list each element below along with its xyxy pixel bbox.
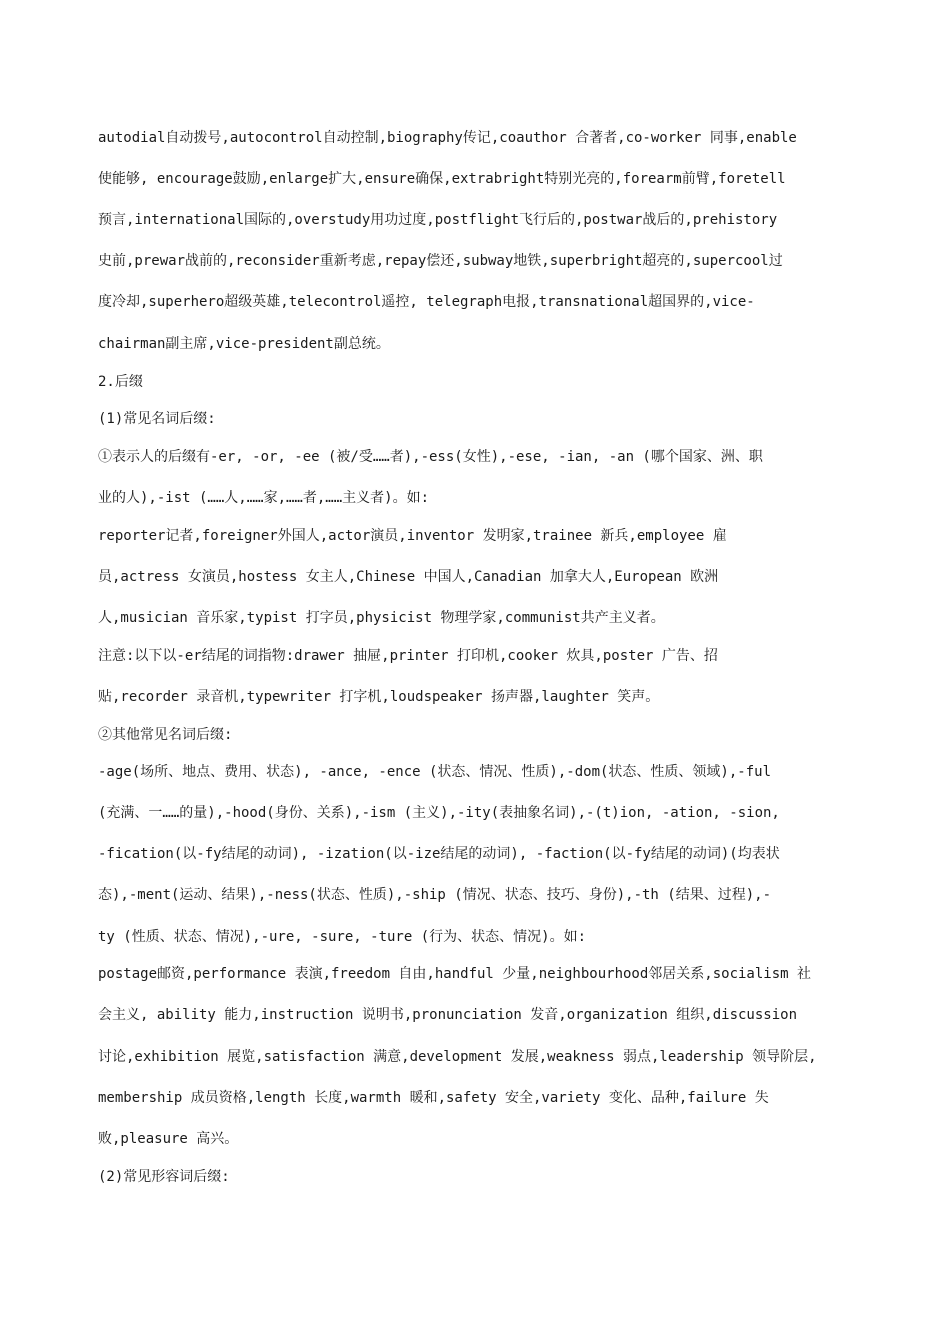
text-line: autodial自动拨号,autocontrol自动控制,biography传记,coauthor 合著者,co-worker 同事,enable <box>98 130 797 146</box>
text-line: 度冷却,superhero超级英雄,telecontrol遥控, telegraph电报,transnational超国界的,vice- <box>98 294 755 310</box>
text-line: -fication(以-fy结尾的动词), -ization(以-ize结尾的动词), -faction(以-fy结尾的动词)(均表状 <box>98 846 780 862</box>
text-line: ty (性质、状态、情况),-ure, -sure, -ture (行为、状态、情况)。如: <box>98 929 587 945</box>
text-line: 预言,international国际的,overstudy用功过度,postflight飞行后的,postwar战后的,prehistory <box>98 212 778 228</box>
text-line: 员,actress 女演员,hostess 女主人,Chinese 中国人,Canadian 加拿大人,European 欧洲 <box>98 569 719 585</box>
text-line: 业的人),-ist (……人,……家,……者,……主义者)。如: <box>98 490 430 506</box>
text-line: 史前,prewar战前的,reconsider重新考虑,repay偿还,subway地铁,superbright超亮的,supercool过 <box>98 253 783 269</box>
text-line: 使能够, encourage鼓励,enlarge扩大,ensure确保,extrabright特别光亮的,forearm前臂,foretell <box>98 171 786 187</box>
subsection-heading: ②其他常见名词后缀: <box>98 727 233 743</box>
text-line: 态),-ment(运动、结果),-ness(状态、性质),-ship (情况、状态、技巧、身份),-th (结果、过程),- <box>98 887 772 903</box>
text-line: -age(场所、地点、费用、状态), -ance, -ence (状态、情况、性质),-dom(状态、性质、领域),-ful <box>98 764 772 780</box>
text-line: reporter记者,foreigner外国人,actor演员,inventor 发明家,trainee 新兵,employee 雇 <box>98 528 727 544</box>
text-line: 会主义, ability 能力,instruction 说明书,pronunciation 发音,organization 组织,discussion <box>98 1007 798 1023</box>
subsection-heading: (2)常见形容词后缀: <box>98 1169 230 1185</box>
text-line: 败,pleasure 高兴。 <box>98 1131 239 1147</box>
text-line: (充满、一……的量),-hood(身份、关系),-ism (主义),-ity(表抽象名词),-(t)ion, -ation, -sion, <box>98 805 780 821</box>
text-line: 人,musician 音乐家,typist 打字员,physicist 物理学家,communist共产主义者。 <box>98 610 665 626</box>
text-line: postage邮资,performance 表演,freedom 自由,handful 少量,neighbourhood邻居关系,socialism 社 <box>98 966 812 982</box>
text-line: 讨论,exhibition 展览,satisfaction 满意,development 发展,weakness 弱点,leadership 领导阶层, <box>98 1049 817 1065</box>
text-line: 贴,recorder 录音机,typewriter 打字机,loudspeaker 扬声器,laughter 笑声。 <box>98 689 660 705</box>
subsection-heading: (1)常见名词后缀: <box>98 411 216 427</box>
text-line: chairman副主席,vice-president副总统。 <box>98 336 390 352</box>
text-line: 注意:以下以-er结尾的词指物:drawer 抽屉,printer 打印机,cooker 炊具,poster 广告、招 <box>98 648 718 664</box>
section-heading: 2.后缀 <box>98 374 143 390</box>
text-line: ①表示人的后缀有-er, -or, -ee (被/受……者),-ess(女性),-ese, -ian, -an (哪个国家、洲、职 <box>98 449 763 465</box>
text-line: membership 成员资格,length 长度,warmth 暖和,safety 安全,variety 变化、品种,failure 失 <box>98 1090 769 1106</box>
